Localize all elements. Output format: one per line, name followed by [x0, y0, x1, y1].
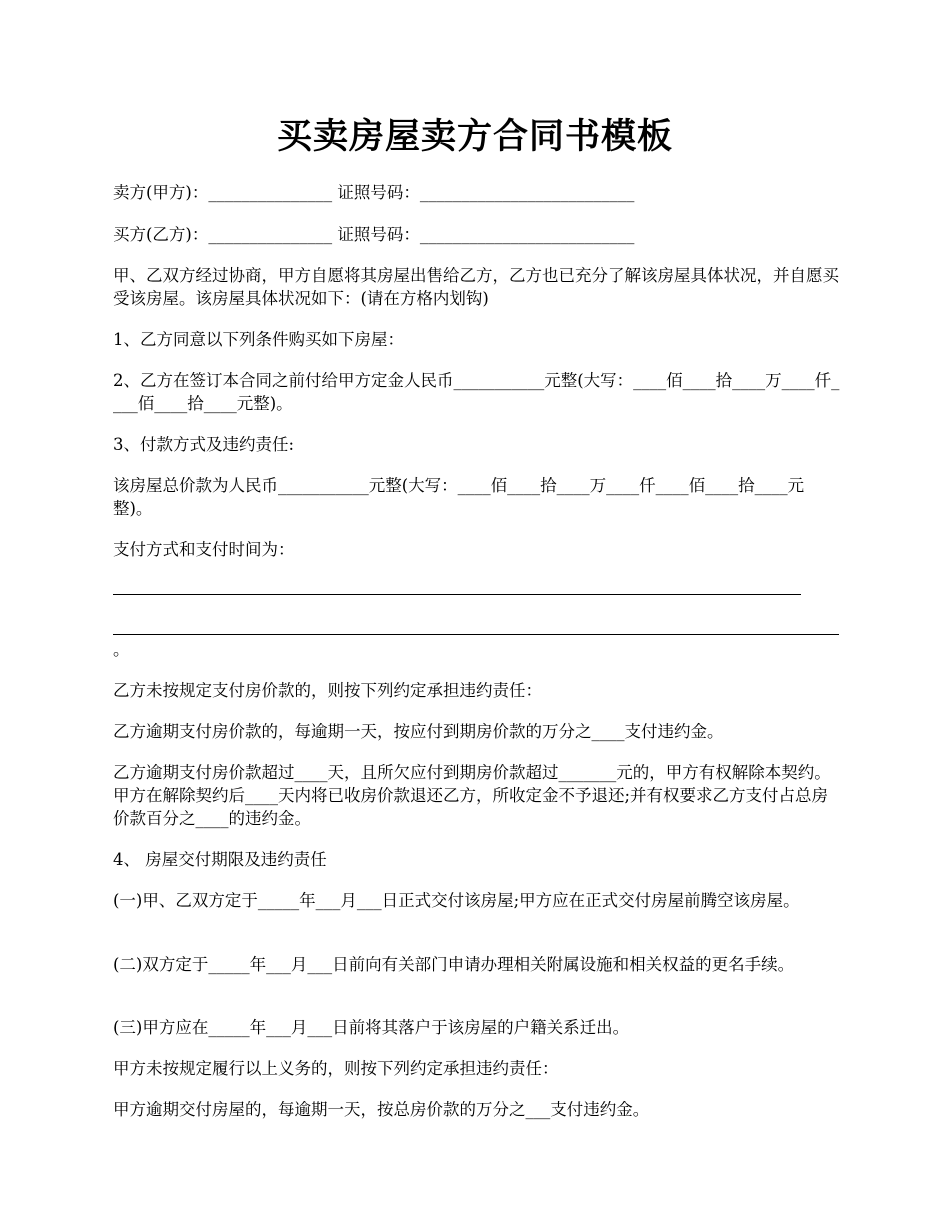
buyer-termination-clause: 乙方逾期支付房价款超过____天，且所欠应付到期房价款超过_______元的，甲方有权解除本契约。甲方在解除契约后____天内将已收房价款退还乙方，所收定金不予退还;并有权要求乙方支付占总房价款百分之____的违约金。: [113, 763, 831, 828]
payment-blank-line-2: [113, 634, 839, 635]
total-price-paragraph: 该房屋总价款为人民币___________元整(大写：____佰____拾____万____仟____佰____拾____元整)。: [113, 476, 805, 518]
document-title: 买卖房屋卖方合同书模板: [276, 116, 673, 157]
buyer-late-payment-clause: 乙方逾期支付房价款的，每逾期一天，按应付到期房价款的万分之____支付违约金。: [113, 722, 724, 741]
clause-4-heading: 4、 房屋交付期限及违约责任: [113, 850, 327, 869]
payment-method-label: 支付方式和支付时间为：: [113, 540, 295, 559]
delivery-clause-1: (一)甲、乙双方定于_____年___月___日正式交付该房屋;甲方应在正式交付房屋前腾空该房屋。: [113, 891, 800, 910]
seller-late-delivery-clause: 甲方逾期交付房屋的，每逾期一天，按总房价款的万分之___支付违约金。: [113, 1100, 650, 1119]
delivery-clause-2: (二)双方定于_____年___月___日前向有关部门申请办理相关附属设施和相关权益的更名手续。: [113, 955, 795, 974]
buyer-line: 买方(乙方)：_______________ 证照号码：__________________________: [113, 225, 635, 244]
seller-line: 卖方(甲方)：_______________ 证照号码：__________________________: [113, 183, 635, 202]
intro-paragraph: 甲、乙双方经过协商，甲方自愿将其房屋出售给乙方，乙方也已充分了解该房屋具体状况，并自愿买受该房屋。该房屋具体状况如下：(请在方格内划钩): [113, 266, 839, 308]
clause-1: 1、乙方同意以下列条件购买如下房屋：: [113, 330, 404, 349]
payment-blank-line-1: [113, 594, 801, 595]
payment-blank-period: 。: [113, 640, 130, 659]
seller-breach-heading: 甲方未按规定履行以上义务的，则按下列约定承担违约责任：: [113, 1059, 559, 1078]
buyer-breach-heading: 乙方未按规定支付房价款的，则按下列约定承担违约责任：: [113, 681, 542, 700]
clause-2: 2、乙方在签订本合同之前付给甲方定金人民币___________元整(大写：____佰____拾____万____仟____佰____拾____元整)。: [113, 371, 840, 413]
delivery-clause-3: (三)甲方应在_____年___月___日前将其落户于该房屋的户籍关系迁出。: [113, 1018, 630, 1037]
clause-3-heading: 3、付款方式及违约责任:: [113, 435, 295, 454]
